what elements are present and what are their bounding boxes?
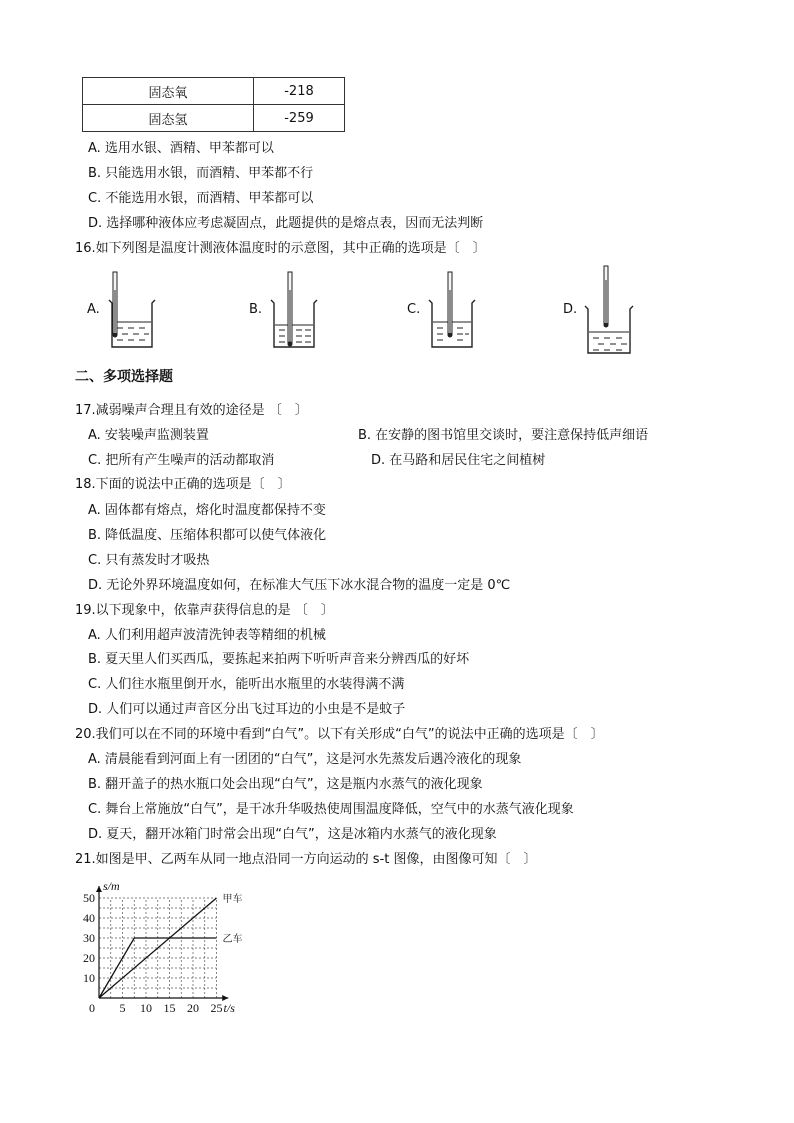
q20-option-b: B. 翻开盖子的热水瓶口处会出现“白气”，这是瓶内水蒸气的液化现象 xyxy=(88,777,483,792)
q15-option-a: A. 选用水银、酒精、甲苯都可以 xyxy=(88,141,274,156)
q17-option-d: D. 在马路和居民住宅之间植树 xyxy=(371,453,546,468)
melting-point-table xyxy=(82,77,345,132)
beaker-d-diagram xyxy=(580,264,634,356)
beaker-a-diagram xyxy=(104,270,156,350)
x-tick-label: 10 xyxy=(140,1001,152,1015)
section-title: 二、多项选择题 xyxy=(75,369,173,385)
legend-label-jia: 甲车 xyxy=(222,894,243,905)
y-axis-label: s/m xyxy=(103,879,120,893)
beaker-b-diagram xyxy=(266,270,318,350)
q18-stem: 18.下面的说法中正确的选项是〔 〕 xyxy=(75,477,291,492)
q15-option-d: D. 选择哪种液体应考虑凝固点，此题提供的是熔点表，因而无法判断 xyxy=(88,216,484,231)
st-chart xyxy=(70,868,270,1018)
y-tick-label: 40 xyxy=(83,911,95,925)
table-cell-substance: 固态氢 xyxy=(83,105,254,132)
q21-stem: 21.如图是甲、乙两车从同一地点沿同一方向运动的 s-t 图像，由图像可知〔 〕 xyxy=(75,852,537,867)
y-tick-label: 10 xyxy=(83,971,95,985)
x-tick-label: 25 xyxy=(210,1001,223,1015)
table-cell-value: -218 xyxy=(254,78,345,105)
y-tick-label: 50 xyxy=(83,891,95,905)
y-tick-label: 30 xyxy=(83,931,95,945)
y-axis-arrow xyxy=(96,886,102,892)
q17-stem: 17.减弱噪声合理且有效的途径是 〔 〕 xyxy=(75,403,308,418)
q16-stem: 16.如下列图是温度计测液体温度时的示意图，其中正确的选项是〔 〕 xyxy=(75,241,486,256)
q19-option-a: A. 人们利用超声波清洗钟表等精细的机械 xyxy=(88,628,326,643)
table-row xyxy=(83,78,345,105)
q20-stem: 20.我们可以在不同的环境中看到“白气”。以下有关形成“白气”的说法中正确的选项是〔 〕 xyxy=(75,727,604,742)
x-axis-label: t/s xyxy=(223,1001,235,1015)
table-cell-value: -259 xyxy=(254,105,345,132)
x-tick-label: 15 xyxy=(163,1001,176,1015)
q19-stem: 19.以下现象中，依靠声获得信息的是 〔 〕 xyxy=(75,603,334,618)
q18-option-c: C. 只有蒸发时才吸热 xyxy=(88,553,210,568)
table-cell-substance: 固态氧 xyxy=(83,78,254,105)
q16-label-c: C. xyxy=(407,302,421,317)
q19-option-b: B. 夏天里人们买西瓜，要拣起来拍两下听听声音来分辨西瓜的好坏 xyxy=(88,652,470,667)
legend-label-yi: 乙车 xyxy=(222,934,243,945)
q15-option-b: B. 只能选用水银，而酒精、甲苯都不行 xyxy=(88,166,314,181)
table-row xyxy=(83,105,345,132)
q17-option-a: A. 安装噪声监测装置 xyxy=(88,428,209,443)
q19-option-d: D. 人们可以通过声音区分出飞过耳边的小虫是不是蚊子 xyxy=(88,702,406,717)
beaker-c-diagram xyxy=(424,270,476,350)
q15-option-c: C. 不能选用水银，而酒精、甲苯都可以 xyxy=(88,191,314,206)
q16-label-b: B. xyxy=(249,302,263,317)
x-tick-label: 0 xyxy=(89,1001,95,1015)
q18-option-d: D. 无论外界环境温度如何，在标准大气压下冰水混合物的温度一定是 0℃ xyxy=(88,578,511,593)
q18-option-b: B. 降低温度、压缩体积都可以使气体液化 xyxy=(88,528,327,543)
q17-option-c: C. 把所有产生噪声的活动都取消 xyxy=(88,453,275,468)
q20-option-a: A. 清晨能看到河面上有一团团的“白气”，这是河水先蒸发后遇冷液化的现象 xyxy=(88,752,522,767)
q19-option-c: C. 人们往水瓶里倒开水，能听出水瓶里的水装得满不满 xyxy=(88,677,405,692)
x-tick-label: 20 xyxy=(187,1001,199,1015)
q16-label-d: D. xyxy=(563,302,578,317)
q17-option-b: B. 在安静的图书馆里交谈时，要注意保持低声细语 xyxy=(358,428,649,443)
q16-label-a: A. xyxy=(87,302,100,317)
q20-option-d: D. 夏天，翻开冰箱门时常会出现“白气”，这是冰箱内水蒸气的液化现象 xyxy=(88,827,497,842)
y-tick-label: 20 xyxy=(83,951,95,965)
q20-option-c: C. 舞台上常施放“白气”，是干冰升华吸热使周围温度降低，空气中的水蒸气液化现象 xyxy=(88,802,574,817)
x-tick-label: 5 xyxy=(119,1001,126,1015)
q18-option-a: A. 固体都有熔点，熔化时温度都保持不变 xyxy=(88,503,326,518)
